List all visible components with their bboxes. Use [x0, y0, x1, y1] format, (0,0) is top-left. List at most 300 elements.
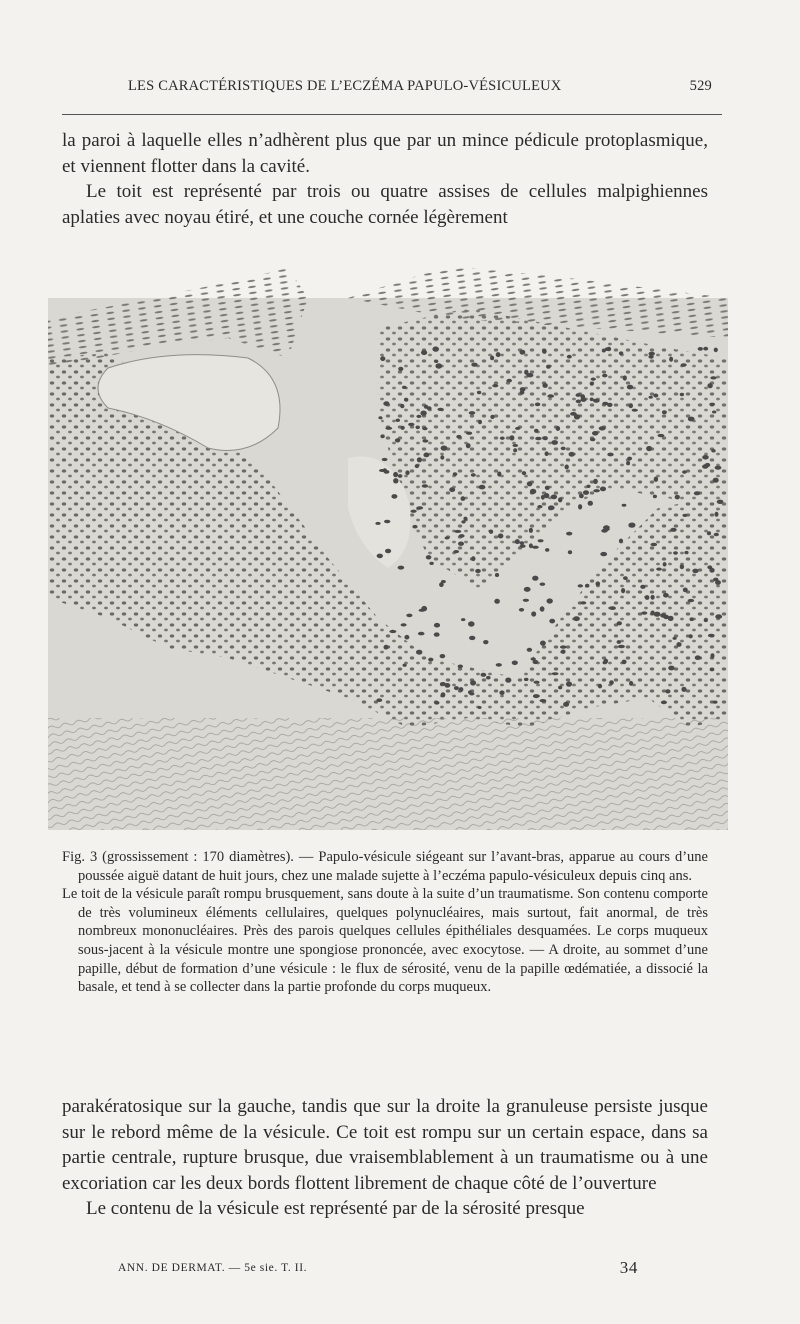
cell-nucleus	[681, 687, 686, 692]
cell-nucleus	[605, 347, 610, 351]
cell-nucleus	[682, 470, 687, 474]
cell-nucleus	[384, 520, 390, 523]
cell-nucleus	[542, 349, 547, 354]
cell-nucleus	[483, 640, 488, 644]
histology-figure	[48, 258, 728, 830]
cell-nucleus	[544, 493, 549, 498]
cell-nucleus	[600, 552, 607, 556]
cell-nucleus	[609, 606, 616, 610]
cell-nucleus	[440, 682, 446, 686]
cell-nucleus	[402, 386, 407, 389]
page-footer	[118, 1258, 638, 1280]
cell-nucleus	[421, 606, 427, 611]
cell-nucleus	[578, 584, 583, 587]
cell-nucleus	[529, 543, 533, 548]
cell-nucleus	[646, 446, 652, 451]
cell-nucleus	[498, 534, 504, 539]
cell-nucleus	[549, 619, 555, 624]
caption-paragraph-2: Le toit de la vésicule paraît rompu brusquement, sans doute à la suite d’un traumatisme. Son contenu comporte de très volumineux éléments cellulaires, quelques polynucléaires, mais surtout, fait anormal, de très nombreux mononucléaires. Près des parois quelques cellules épithéliales desquamées. Le corps muqueux sous-jacent à la vésicule montre une spongiose prononcée, avec exocytose. — A droite, au sommet d’une papille, début de formation d’une vésicule : le flux de sérosité, venu de la papille œdématiée, a dissocié la basale, et tend à se collecter dans la partie profonde du corps muqueux.	[62, 886, 708, 996]
cell-nucleus	[440, 455, 444, 459]
cell-nucleus	[702, 455, 709, 460]
cell-nucleus	[617, 621, 622, 625]
cell-nucleus	[627, 457, 632, 461]
cell-nucleus	[380, 434, 384, 438]
cell-nucleus	[688, 599, 694, 602]
cell-nucleus	[512, 661, 518, 666]
cell-nucleus	[622, 660, 627, 665]
cell-nucleus	[404, 398, 408, 402]
cell-nucleus	[523, 599, 529, 602]
cell-nucleus	[663, 615, 669, 619]
cell-nucleus	[393, 478, 398, 483]
cell-nucleus	[426, 555, 432, 559]
cell-nucleus	[540, 583, 546, 586]
cell-nucleus	[548, 505, 555, 510]
intro-text	[62, 128, 708, 230]
cell-nucleus	[453, 472, 458, 476]
cell-nucleus	[469, 636, 475, 640]
cell-nucleus	[702, 464, 708, 468]
cell-nucleus	[558, 686, 562, 690]
cell-nucleus	[466, 443, 471, 448]
cell-nucleus	[713, 578, 718, 582]
cell-nucleus	[449, 487, 455, 492]
cell-nucleus	[714, 533, 719, 537]
cell-nucleus	[675, 495, 680, 500]
cell-nucleus	[384, 645, 389, 650]
cell-nucleus	[398, 474, 403, 478]
cell-nucleus	[453, 550, 459, 553]
cell-nucleus	[588, 501, 593, 506]
cell-nucleus	[713, 701, 718, 704]
intro-paragraph-2: Le toit est représenté par trois ou quatre assises de cellules malpighiennes aplaties avec noyau étiré, et une couche cornée légèrement	[62, 181, 708, 228]
cell-nucleus	[520, 390, 525, 394]
cell-nucleus	[398, 566, 405, 570]
cell-nucleus	[509, 435, 514, 440]
cell-nucleus	[629, 523, 636, 528]
cell-nucleus	[490, 356, 494, 361]
cell-nucleus	[576, 393, 581, 397]
cell-nucleus	[468, 621, 475, 626]
header-rule	[62, 114, 722, 115]
cell-nucleus	[535, 403, 540, 407]
cell-nucleus	[695, 655, 701, 660]
cell-nucleus	[512, 444, 518, 447]
cell-nucleus	[649, 352, 655, 356]
cell-nucleus	[418, 632, 425, 636]
cell-nucleus	[400, 404, 404, 408]
cell-nucleus	[551, 440, 558, 445]
cell-nucleus	[593, 399, 600, 403]
cell-nucleus	[717, 500, 724, 504]
cell-nucleus	[703, 347, 708, 351]
cell-nucleus	[416, 506, 423, 509]
cell-nucleus	[711, 653, 715, 658]
cell-nucleus	[665, 689, 670, 693]
cell-nucleus	[576, 400, 581, 404]
cell-nucleus	[458, 542, 464, 546]
cell-nucleus	[609, 680, 614, 685]
cell-nucleus	[535, 437, 541, 441]
cell-nucleus	[421, 350, 427, 355]
journal-reference: ANN. DE DERMAT. — 5e sie. T. II.	[118, 1262, 308, 1274]
signature-mark: 34	[619, 1258, 638, 1277]
histology-plate	[48, 258, 728, 830]
cell-nucleus	[714, 348, 718, 353]
cell-nucleus	[527, 648, 532, 652]
cell-nucleus	[681, 363, 687, 366]
cell-nucleus	[545, 486, 550, 490]
cell-nucleus	[524, 587, 531, 592]
cell-nucleus	[411, 510, 417, 513]
cell-nucleus	[617, 640, 621, 644]
cell-nucleus	[538, 539, 544, 542]
cell-nucleus	[651, 611, 655, 616]
cell-nucleus	[627, 385, 633, 390]
cell-nucleus	[481, 673, 487, 677]
cell-nucleus	[592, 431, 598, 436]
cell-nucleus	[567, 355, 572, 359]
cell-nucleus	[641, 611, 647, 614]
cell-nucleus	[547, 394, 554, 398]
cell-nucleus	[563, 702, 569, 707]
cell-nucleus	[412, 525, 417, 529]
cell-nucleus	[377, 554, 383, 559]
cell-nucleus	[645, 595, 650, 600]
cell-nucleus	[499, 690, 504, 695]
cell-nucleus	[640, 585, 645, 589]
cell-nucleus	[522, 471, 526, 475]
cell-nucleus	[600, 487, 606, 492]
cell-nucleus	[489, 530, 493, 534]
cell-nucleus	[709, 568, 714, 573]
cell-nucleus	[566, 681, 572, 686]
cell-nucleus	[534, 681, 540, 684]
cell-nucleus	[698, 347, 703, 351]
cell-nucleus	[622, 504, 627, 507]
cell-nucleus	[441, 580, 446, 583]
cell-nucleus	[585, 584, 589, 588]
cell-nucleus	[663, 593, 669, 598]
cell-nucleus	[422, 427, 427, 430]
cell-nucleus	[375, 522, 380, 525]
cell-nucleus	[415, 464, 419, 468]
cell-nucleus	[689, 634, 693, 638]
cell-nucleus	[676, 642, 681, 647]
cell-nucleus	[626, 461, 630, 465]
cell-nucleus	[417, 457, 422, 462]
cell-nucleus	[673, 637, 677, 640]
cell-nucleus	[391, 494, 397, 499]
cell-nucleus	[707, 383, 712, 388]
cell-nucleus	[429, 562, 433, 565]
cell-nucleus	[593, 479, 598, 484]
cell-nucleus	[662, 410, 667, 414]
cell-nucleus	[682, 514, 687, 517]
cell-nucleus	[529, 528, 533, 533]
cell-nucleus	[540, 641, 546, 646]
cell-nucleus	[629, 403, 633, 408]
cell-nucleus	[461, 520, 465, 523]
cell-nucleus	[543, 436, 548, 440]
cell-nucleus	[492, 384, 498, 387]
cell-nucleus	[515, 427, 520, 430]
cell-nucleus	[533, 694, 540, 698]
cell-nucleus	[547, 598, 553, 603]
cell-nucleus	[424, 405, 428, 409]
cell-nucleus	[456, 435, 461, 439]
cell-nucleus	[395, 438, 400, 442]
cell-nucleus	[545, 548, 549, 552]
cell-nucleus	[534, 429, 539, 433]
cell-nucleus	[524, 678, 529, 681]
cell-nucleus	[513, 448, 517, 452]
cell-nucleus	[704, 618, 708, 622]
cell-nucleus	[603, 661, 608, 664]
cell-nucleus	[694, 491, 700, 495]
cell-nucleus	[651, 543, 658, 547]
cell-nucleus	[668, 666, 674, 671]
cell-nucleus	[470, 680, 476, 685]
cell-nucleus	[423, 453, 429, 458]
cell-nucleus	[545, 451, 549, 456]
cell-nucleus	[551, 495, 557, 500]
cell-nucleus	[619, 351, 623, 355]
cell-nucleus	[382, 458, 388, 461]
cell-nucleus	[505, 678, 511, 683]
cell-nucleus	[607, 453, 613, 457]
cell-nucleus	[590, 438, 595, 441]
cell-nucleus	[486, 676, 491, 680]
cell-nucleus	[432, 346, 439, 351]
dermis-fibers	[48, 718, 728, 830]
cell-nucleus	[515, 539, 520, 544]
cell-nucleus	[500, 437, 505, 440]
cell-nucleus	[520, 544, 526, 548]
cell-nucleus	[506, 379, 512, 383]
cell-nucleus	[715, 614, 722, 619]
cell-nucleus	[434, 623, 440, 628]
cell-nucleus	[661, 701, 667, 705]
cell-nucleus	[574, 414, 580, 419]
cell-nucleus	[471, 363, 477, 367]
cell-nucleus	[561, 650, 566, 654]
cell-nucleus	[490, 415, 494, 419]
cell-nucleus	[466, 432, 472, 435]
cell-nucleus	[565, 465, 569, 470]
cell-nucleus	[590, 398, 594, 402]
cell-nucleus	[532, 576, 538, 581]
cell-nucleus	[579, 494, 584, 499]
cell-nucleus	[435, 363, 442, 368]
cell-nucleus	[428, 658, 433, 662]
cell-nucleus	[530, 489, 536, 494]
cell-nucleus	[494, 599, 500, 604]
cell-nucleus	[398, 367, 403, 371]
caption-paragraph-1: Fig. 3 (grossissement : 170 diamètres). — Papulo-vésicule siégeant sur l’avant-bras, apparue au cours d’une poussée aiguë datant de huit jours, chez une malade sujette à l’eczéma papulo-vésiculeux depuis cinq ans.	[62, 849, 708, 884]
cell-nucleus	[632, 409, 638, 412]
cell-nucleus	[629, 681, 633, 686]
cell-nucleus	[519, 608, 524, 612]
cell-nucleus	[408, 423, 414, 426]
cell-nucleus	[497, 471, 501, 476]
cell-nucleus	[393, 472, 398, 477]
cell-nucleus	[383, 401, 389, 406]
cell-nucleus	[623, 576, 628, 580]
cell-nucleus	[621, 588, 625, 593]
cell-nucleus	[380, 356, 385, 361]
cell-nucleus	[715, 512, 719, 517]
cell-nucleus	[656, 568, 662, 571]
cell-nucleus	[561, 447, 566, 451]
cell-nucleus	[599, 426, 606, 430]
cell-nucleus	[416, 650, 422, 655]
cell-nucleus	[683, 588, 688, 593]
cell-nucleus	[602, 402, 608, 405]
cell-nucleus	[478, 420, 482, 425]
cell-nucleus	[558, 497, 562, 502]
cell-nucleus	[405, 470, 409, 475]
cell-nucleus	[688, 417, 695, 422]
cell-nucleus	[406, 614, 412, 618]
cell-nucleus	[680, 393, 684, 396]
figure-caption	[62, 848, 708, 997]
cell-nucleus	[540, 699, 547, 702]
cell-nucleus	[396, 419, 400, 422]
cell-nucleus	[537, 505, 542, 508]
cell-nucleus	[710, 376, 716, 379]
cell-nucleus	[708, 634, 715, 638]
cell-nucleus	[422, 484, 428, 488]
cell-nucleus	[690, 617, 694, 621]
cell-nucleus	[461, 496, 466, 501]
cell-nucleus	[401, 623, 407, 626]
cell-nucleus	[520, 350, 526, 355]
cell-nucleus	[527, 481, 533, 486]
cell-nucleus	[578, 504, 582, 509]
cell-nucleus	[469, 411, 476, 415]
cell-nucleus	[649, 396, 653, 399]
cell-nucleus	[583, 490, 589, 495]
cell-nucleus	[569, 452, 575, 457]
cell-nucleus	[692, 569, 698, 574]
cell-nucleus	[404, 635, 409, 640]
cell-nucleus	[440, 654, 446, 658]
cell-nucleus	[596, 581, 601, 586]
cell-nucleus	[385, 427, 392, 430]
cell-nucleus	[478, 706, 482, 709]
cell-nucleus	[471, 473, 476, 476]
cell-nucleus	[531, 611, 536, 616]
cell-nucleus	[422, 439, 428, 442]
continuation-paragraph-1: parakératosique sur la gauche, tandis que sur la droite la granuleuse persiste jusque sur le rebord même de la vésicule. Ce toit est rompu sur un certain espace, dans sa partie centrale, rupture brusque, due vraisemblablement à un traumatisme ou à une excoriation car les deux bords flottent librement de chaque côté de l’ouverture	[62, 1096, 708, 1194]
continuation-text	[62, 1094, 708, 1222]
cell-nucleus	[532, 546, 539, 549]
cell-nucleus	[602, 374, 607, 378]
cell-nucleus	[546, 365, 551, 369]
cell-nucleus	[560, 645, 567, 648]
cell-nucleus	[556, 426, 560, 431]
cell-nucleus	[454, 530, 461, 533]
cell-nucleus	[593, 489, 600, 492]
cell-nucleus	[623, 375, 627, 380]
cell-nucleus	[680, 564, 684, 569]
cell-nucleus	[461, 618, 465, 621]
cell-nucleus	[385, 549, 391, 554]
running-head	[62, 78, 722, 102]
cell-nucleus	[598, 684, 602, 689]
cell-nucleus	[581, 601, 587, 604]
cell-nucleus	[496, 352, 501, 357]
cell-nucleus	[580, 394, 585, 398]
cell-nucleus	[590, 382, 594, 386]
cell-nucleus	[566, 532, 572, 536]
cell-nucleus	[568, 550, 572, 554]
cell-nucleus	[670, 528, 676, 532]
cell-nucleus	[469, 692, 474, 695]
cell-nucleus	[669, 357, 673, 362]
cell-nucleus	[711, 449, 715, 452]
cell-nucleus	[604, 527, 610, 531]
cell-nucleus	[531, 657, 536, 660]
cell-nucleus	[591, 378, 596, 381]
cell-nucleus	[437, 408, 443, 411]
cell-nucleus	[519, 541, 524, 544]
cell-nucleus	[653, 495, 657, 499]
cell-nucleus	[434, 632, 440, 636]
cell-nucleus	[618, 645, 625, 649]
cell-nucleus	[542, 383, 547, 388]
running-title: LES CARACTÉRISTIQUES DE L’ECZÉMA PAPULO-VÉSICULEUX	[128, 78, 562, 94]
cell-nucleus	[586, 485, 590, 488]
page-number: 529	[689, 78, 712, 94]
cell-nucleus	[441, 446, 448, 451]
cell-nucleus	[434, 360, 438, 363]
cell-nucleus	[709, 403, 715, 406]
cell-nucleus	[463, 517, 467, 521]
cell-nucleus	[400, 426, 404, 430]
cell-nucleus	[471, 556, 475, 561]
cell-nucleus	[416, 426, 420, 430]
cell-nucleus	[573, 616, 580, 621]
cell-nucleus	[496, 663, 502, 667]
cell-nucleus	[376, 698, 382, 702]
cell-nucleus	[713, 478, 719, 483]
cell-nucleus	[540, 606, 545, 611]
cell-nucleus	[654, 477, 658, 482]
cell-nucleus	[383, 468, 387, 472]
cell-nucleus	[663, 562, 667, 566]
cell-nucleus	[403, 664, 407, 667]
continuation-paragraph-2: Le contenu de la vésicule est représenté par de la sérosité presque	[86, 1198, 585, 1219]
cell-nucleus	[434, 701, 439, 705]
cell-nucleus	[389, 630, 396, 633]
cell-nucleus	[441, 692, 446, 697]
cell-nucleus	[715, 466, 722, 470]
cell-nucleus	[684, 551, 688, 554]
cell-nucleus	[445, 537, 450, 540]
cell-nucleus	[416, 415, 421, 418]
cell-nucleus	[477, 391, 481, 394]
cell-nucleus	[712, 411, 716, 414]
intro-paragraph-1: la paroi à laquelle elles n’adhèrent plus que par un mince pédicule protoplasmique, et viennent flotter dans la cavité.	[62, 130, 708, 177]
cell-nucleus	[653, 394, 658, 398]
cell-nucleus	[710, 668, 715, 671]
cell-nucleus	[454, 686, 459, 690]
cell-nucleus	[378, 416, 382, 419]
cell-nucleus	[707, 531, 711, 535]
cell-nucleus	[459, 687, 464, 692]
